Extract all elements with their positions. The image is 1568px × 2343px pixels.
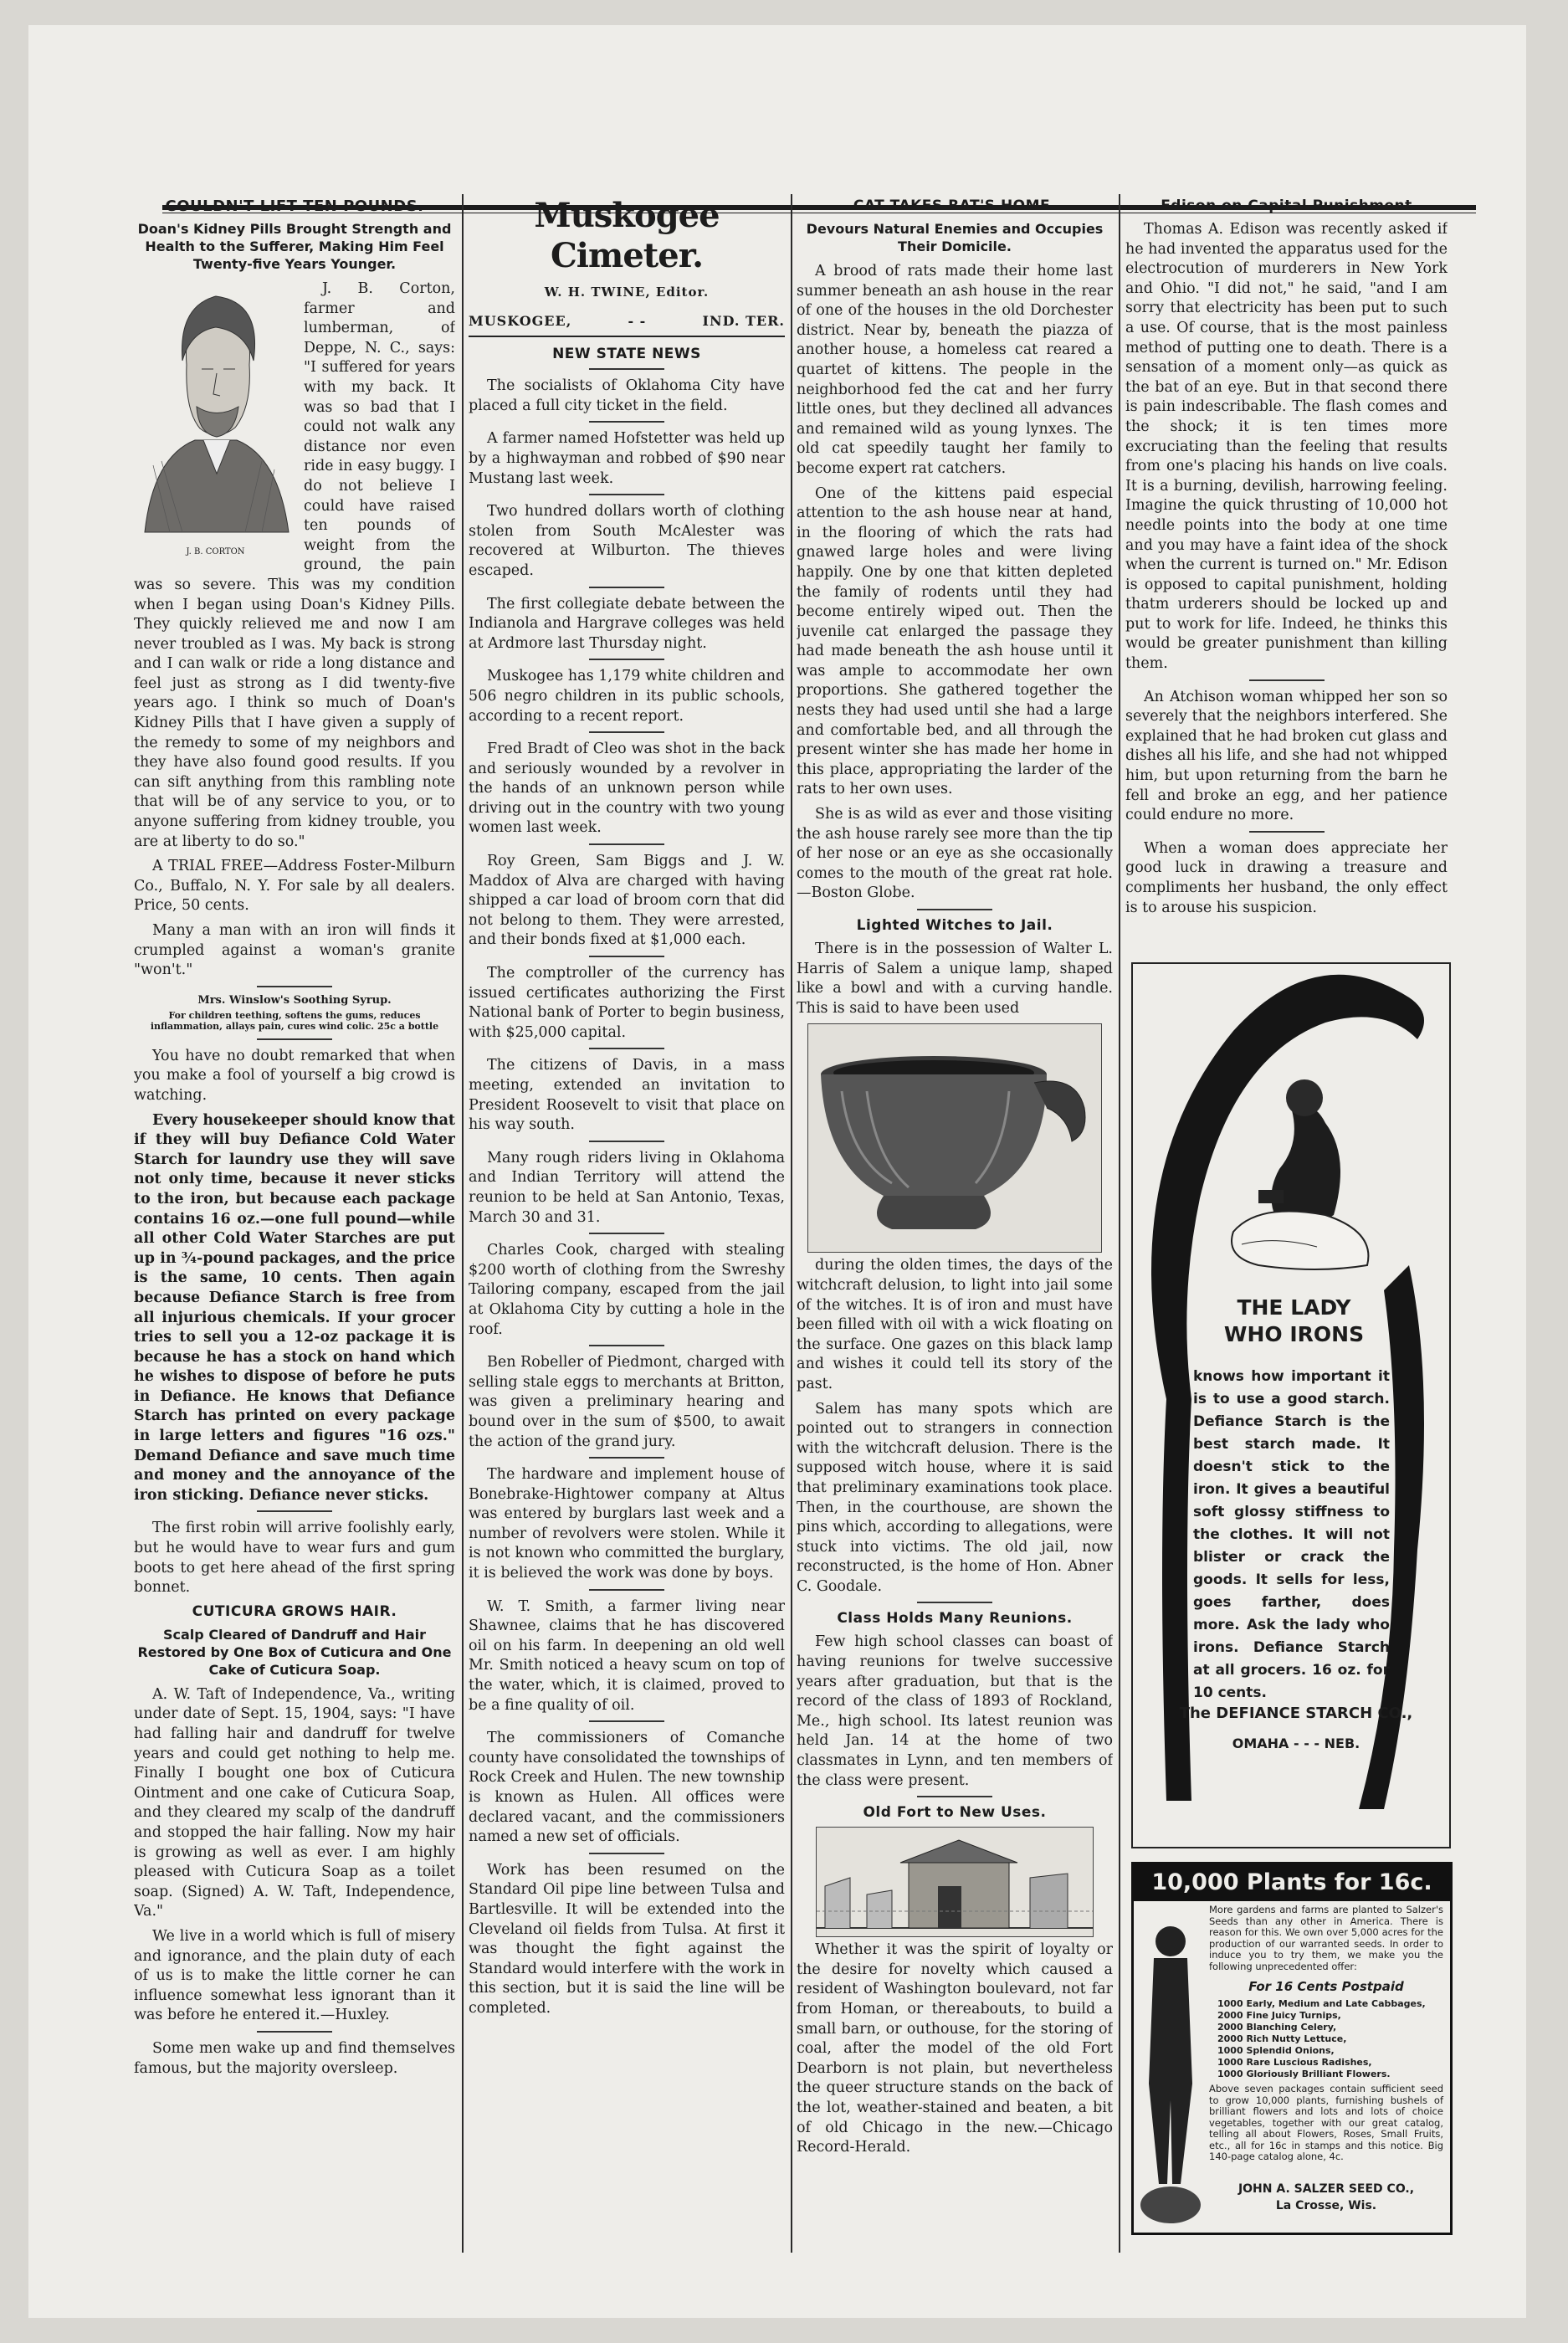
news-item: The hardware and implement house of Bonebrake-Hightower company at Altus was entered by burglars last week and a number of revolvers were stolen. While it is not known who committed the burglary, it is believed the work was done by boys. <box>469 1466 785 1582</box>
separator <box>257 2031 332 2033</box>
taft-letter: A. W. Taft of Independence, Va., writing under date of Sept. 15, 1904, says: "I have had falling hair and dandruff for twelve years and could get nothing to help me. Finally I bought one box of Cuticura Ointment and one cake of Cuticura Soap, and they cleared my scalp of the dandruff and stopped the hair falling. Now my hair is growing as well as ever. I am highly pleased with Cuticura Soap as a toilet soap. (Signed) A. W. Taft, Independence, Va." <box>134 1685 455 1920</box>
separator <box>589 1048 664 1049</box>
column-rule <box>791 194 792 2253</box>
column-rule <box>1119 194 1120 2253</box>
separator <box>589 659 664 660</box>
news-item: Roy Green, Sam Biggs and J. W. Maddox of Alva are charged with having shipped a car load of broom corn that did not belong to them. They were arrested, and their bonds fixed at $1,000 each. <box>469 853 785 949</box>
separator <box>589 731 664 733</box>
witch-para-2: during the olden times, the days of the witchcraft delusion, to light into jail some of the witches. It is of iron and must have been filled with oil with a wick floating on the surface. One gazes on this black lamp and wishes it could tell its story of the past. <box>797 1257 1113 1392</box>
salzer-list-item: 1000 Gloriously Brilliant Flowers. <box>1217 2069 1391 2079</box>
salzer-offer: For 16 Cents Postpaid <box>1248 1979 1404 1994</box>
portrait-caption: J. B. CORTON <box>186 546 245 556</box>
salzer-list-item: 2000 Fine Juicy Turnips, <box>1217 2010 1341 2021</box>
masthead-dateline <box>469 311 785 331</box>
news-item: The socialists of Oklahoma City have placed a full city ticket in the field. <box>469 377 785 414</box>
news-item: Muskogee has 1,179 white children and 506 negro children in its public schools, according to a recent report. <box>469 668 785 725</box>
column-3 <box>797 194 1113 2253</box>
separator <box>589 494 664 495</box>
edison-article: Thomas A. Edison was recently asked if he had invented the apparatus used for the electrocution of murderers in New York and Ohio. "I did not," he said, "and I am sorry that electricity has been put to such a use. Of course, that is the most painless method of putting one to death. There is a sensation of a moment only—as quick as the bat of an eye. But in that second there is pain indescribable. The flash comes and the shock; it is ten times more excruciating than the feeling that results from one's placing his hands on live coals. It is a burning, devilish, harrowing feeling. Imagine the quick thrusting of 10,000 hot needle points into the body at one time and you may have a faint idea of the shock when the current is turned on." Mr. Edison is opposed to capital punishment, holding thatm urderers should be locked up and put to work for life. Indeed, he thinks this would be greater punishment than killing them. <box>1125 221 1448 673</box>
ad-company: The DEFIANCE STARCH CO., <box>1179 1705 1413 1722</box>
ad-title-line2: WHO IRONS <box>1223 1322 1365 1346</box>
class-para: Few high school classes can boast of having reunions for twelve successive years after graduation, but that is the record of the class of 1893 of Rockland, Me., high school. Its latest reunion was held Jan. 14 at the home of two classmates in Lynn, and ten members of the class were present. <box>797 1633 1113 1789</box>
witch-para-3: Salem has many spots which are pointed out to strangers in connection with the witchcraft delusion. There is the supposed witch house, where it is said that preliminary examinations took place. Then, in the courthouse, are shown the pins which, according to allegations, were stuck into victims. The old jail, now reconstructed, is the home of Hon. Abner C. Goodale. <box>797 1400 1113 1595</box>
news-item: Charles Cook, charged with stealing $200 worth of clothing from the Swreshy Tailoring company, escaped from the jail at Oklahoma City by cutting a hole in the roof. <box>469 1242 785 1338</box>
salzer-list-item: 2000 Blanching Celery, <box>1217 2022 1337 2033</box>
salzer-intro: More gardens and farms are planted to Salzer's Seeds than any other in America. There is reason for this. We own over 5,000 acres for the production of our warranted seeds. In order to induce you to try them, we make you the following unprecedented offer: <box>1209 1904 1443 1972</box>
robin-item: The first robin will arrive foolishly early, but he would have to wear furs and gum boots to get here ahead of the first spring bonnet. <box>134 1520 455 1597</box>
salzer-list-item: 1000 Early, Medium and Late Cabbages, <box>1217 1998 1426 2009</box>
cat-para-1: A brood of rats made their home last summer beneath an ash house in the rear of one of the houses in the old Dorchester district. Near by, beneath the piazza of another house, a homeless cat reared a quartet of kittens. The people in the neighborhood fed the cat and her furry little ones, but they declined all advances and remained wild as young lynxes. The old cat speedily taught her family to become expert rat catchers. <box>797 263 1113 477</box>
winslow-body: For children teething, softens the gums, reduces inflammation, allays pain, cures wind colic. 25c a bottle <box>150 1009 439 1032</box>
place-left: MUSKOGEE, <box>469 312 572 329</box>
subhead-cuticura: Scalp Cleared of Dandruff and Hair Restored by One Box of Cuticura and One Cake of Cuticura Soap. <box>137 1626 452 1678</box>
huxley-quote: We live in a world which is full of misery and ignorance, and the plain duty of each of us is to make the little corner he can influence somewhat less ignorant than it was before he entered it.—Huxley. <box>134 1927 455 2024</box>
ad-city: OMAHA - - - NEB. <box>1232 1735 1360 1751</box>
salzer-figure <box>1137 1908 1206 2226</box>
subhead-doans: Doan's Kidney Pills Brought Strength and Health to the Sufferer, Making Him Feel Twenty-five Years Younger. <box>137 221 452 272</box>
cat-para-3: She is as wild as ever and those visiting the ash house rarely see more than the tip of her nose or an eye as she occasionally comes to the mouth of the great rat hole.—Boston Globe. <box>797 806 1113 902</box>
separator <box>589 1720 664 1722</box>
winslow-title: Mrs. Winslow's Soothing Syrup. <box>197 993 392 1007</box>
news-item: Many rough riders living in Oklahoma and Indian Territory will attend the reunion to be held at San Antonio, Texas, March 30 and 31. <box>469 1149 785 1226</box>
separator <box>589 587 664 588</box>
place-dots: - - <box>628 312 647 329</box>
separator <box>589 1141 664 1142</box>
headline-cuticura: CUTICURA GROWS HAIR. <box>192 1602 397 1620</box>
masthead-editor: W. H. TWINE, Editor. <box>544 285 710 300</box>
salzer-seed-ad <box>1131 1862 1453 2235</box>
masthead-rule <box>469 336 785 337</box>
subhead-cat: Devours Natural Enemies and Occupies Their Domicile. <box>806 221 1104 254</box>
section-new-state-news: NEW STATE NEWS <box>552 346 701 363</box>
atchison-item: An Atchison woman whipped her son so severely that the neighbors interfered. She explained that he had broken cut glass and dishes all his life, and she had not whipped him, but upon returning from the barn he fell and broke an egg, and her patience could endure no more. <box>1125 688 1448 824</box>
headline-class: Class Holds Many Reunions. <box>837 1610 1073 1628</box>
separator <box>589 956 664 957</box>
salzer-title: 10,000 Plants for 16c. <box>1134 1864 1450 1901</box>
separator <box>257 1038 332 1040</box>
fort-para: Whether it was the spirit of loyalty or the desire for novelty which caused a resident of Washington boulevard, not far from Homan, or thereabouts, to build a small barn, or outhouse, for the storing of coal, after the model of the old Fort Dearborn is not plain, but nevertheless the queer structure stands on the back of the lot, weather-stained and beaten, a bit of old Chicago in the new.—Chicago Record-Herald. <box>797 1941 1113 2156</box>
trial-free: A TRIAL FREE—Address Foster-Milburn Co., Buffalo, N. Y. For sale by all dealers. Price, 50 cents. <box>134 858 455 915</box>
headline-couldnt-lift: COULDN'T LIFT TEN POUNDS. <box>165 197 424 215</box>
place-right: IND. TER. <box>702 312 785 329</box>
news-item: Work has been resumed on the Standard Oil pipe line between Tulsa and Bartlesville. It will be extended into the Cleveland oil fields from Tulsa. At first it was thought the fight against the Standard would interfere with the work in this section, but it is said the line will be completed. <box>469 1861 785 2017</box>
column-2 <box>469 194 785 2253</box>
portrait-engraving <box>136 281 295 539</box>
separator <box>589 1233 664 1234</box>
witch-lamp-illustration <box>807 1023 1102 1253</box>
separator <box>589 1589 664 1591</box>
separator <box>589 421 664 423</box>
separator <box>589 1853 664 1854</box>
separator <box>589 368 664 370</box>
defiance-starch-item: Every housekeeper should know that if they will buy Defiance Cold Water Starch for laundry use they will save not only time, because it never sticks to the iron, but because each package contains 16 oz.—one full pound—while all other Cold Water Starches are put up in ¾-pound packages, and the price is the same, 10 cents. Then again because Defiance Starch is free from all injurious chemicals. If your grocer tries to sell you a 12-oz package it is because he has a stock on hand which he wishes to dispose of before he puts in Defiance. He knows that Defiance Starch has printed on every package in large letters and figures "16 ozs." Demand Defiance and save much time and money and the annoyance of the iron sticking. Defiance never sticks. <box>134 1111 455 1504</box>
headline-witches: Lighted Witches to Jail. <box>856 917 1053 934</box>
ad-body: knows how important it is to use a good starch. Defiance Starch is the best starch made. It doesn't stick to the iron. It gives a beautiful soft glossy stiffness to the clothes. It will not blister or crack the goods. It sells for less, goes farther, does more. Ask the lady who irons. Defiance Starch at all grocers. 16 oz. for 10 cents. <box>1193 1368 1390 1701</box>
news-item: Ben Robeller of Piedmont, charged with selling stale eggs to merchants at Britton, was given a preliminary hearing and bound over in the sum of $500, to await the action of the grand jury. <box>469 1354 785 1450</box>
corton-article: J. B. Corton, farmer and lumberman, of Deppe, N. C., says: "I suffered for years with my back. It was so bad that I could not walk any distance nor even ride in easy buggy. I do not believe I could have raised ten pounds of weight from the ground, the pain was so severe. This was my condition when I began using Doan's Kidney Pills. They quickly relieved me and now I am never troubled as I was. My back is strong and I can walk or ride a long distance and feel just as strong as I did twenty-five years ago. I think so much of Doan's Kidney Pills that I have given a supply of the remedy to some of my neighbors and they have also found good results. If you can sift anything from this rambling note that will be of any service to you, or to anyone suffering from kidney trouble, you are at liberty to do so." <box>134 280 455 850</box>
column-1 <box>134 194 455 2253</box>
separator <box>257 986 332 987</box>
treasure-item: When a woman does appreciate her good luck in drawing a treasure and compliments her husband, the only effect is to arouse his suspicion. <box>1125 839 1448 916</box>
defiance-starch-ad <box>1131 962 1451 1848</box>
masthead-title: Muskogee Cimeter. <box>534 196 720 275</box>
headline-cat: CAT TAKES RAT'S HOME. <box>853 197 1057 214</box>
salzer-list-item: 2000 Rich Nutty Lettuce, <box>1217 2033 1347 2044</box>
salzer-list-item: 1000 Splendid Onions, <box>1217 2045 1335 2056</box>
news-item: The commissioners of Comanche county have consolidated the townships of Rock Creek and Hulen. The new township is known as Hulen. All offices were declared vacant, and the commissioners named a new set of officials. <box>469 1730 785 1846</box>
news-item: The first collegiate debate between the Indianola and Hargrave colleges was held at Ardmore last Thursday night. <box>469 595 785 652</box>
news-item: A farmer named Hofstetter was held up by a highwayman and robbed of $90 near Mustang last week. <box>469 430 785 487</box>
ad-title-line1: THE LADY <box>1237 1295 1351 1320</box>
separator <box>917 1602 992 1603</box>
wake-item: Some men wake up and find themselves famous, but the majority oversleep. <box>134 2039 455 2077</box>
salzer-company: JOHN A. SALZER SEED CO., <box>1237 2182 1415 2196</box>
corton-portrait <box>134 281 297 557</box>
news-item: Two hundred dollars worth of clothing stolen from South McAlester was recovered at Wilburton. The thieves escaped. <box>469 503 785 579</box>
news-item: The citizens of Davis, in a mass meeting, extended an invitation to President Roosevelt to visit that place on his way south. <box>469 1057 785 1134</box>
separator <box>1249 831 1325 833</box>
separator <box>589 1457 664 1459</box>
separator <box>589 843 664 845</box>
cat-para-2: One of the kittens paid especial attention to the ash house near at hand, in the flooring of which the rats had gnawed large holes and were living happily. One by one that kitten depleted the family of rodents until they had become entirely wiped out. Then the juvenile cat enlarged the passage they had made beneath the ash house until it was ample to accommodate her own proportions. She gathered together the nests they had used until she had a large and comfortable bed, and all through the present winter she has made her home in this place, appropriating the larder of the rats to her own uses. <box>797 484 1113 798</box>
news-item: W. T. Smith, a farmer living near Shawnee, claims that he has discovered oil on his farm. In deepening an old well Mr. Smith noticed a heavy scum on top of the water, which, it is claimed, proved to be a fine quality of oil. <box>469 1597 785 1714</box>
salzer-list <box>1217 1998 1443 2080</box>
fool-item: You have no doubt remarked that when you make a fool of yourself a big crowd is watching. <box>134 1047 455 1104</box>
salzer-tail: Above seven packages contain sufficient seed to grow 10,000 plants, furnishing bushels of brilliant flowers and lots and lots of choice vegetables, together with our great catalog, telling all about Flowers, Roses, Small Fruits, etc., all for 16c in stamps and this notice. Big 140-page catalog alone, 4c. <box>1209 2083 1443 2162</box>
salzer-list-item: 1000 Rare Luscious Radishes, <box>1217 2057 1372 2068</box>
separator <box>589 1345 664 1346</box>
news-item: The comptroller of the currency has issued certificates authorizing the First National bank of Porter to begin business, with $25,000 capital. <box>469 965 785 1041</box>
news-items <box>469 377 785 2018</box>
salzer-city: La Crosse, Wis. <box>1275 2199 1377 2212</box>
news-item: Fred Bradt of Cleo was shot in the back and seriously wounded by a revolver in the hands of an unknown person while driving out in the country with two young women last week. <box>469 741 785 837</box>
headline-fort: Old Fort to New Uses. <box>863 1804 1047 1822</box>
iron-will: Many a man with an iron will finds it crumpled against a woman's granite "won't." <box>134 922 455 979</box>
separator <box>917 909 992 910</box>
ad-title <box>1191 1295 1396 1348</box>
witch-para-1: There is in the possession of Walter L. Harris of Salem a unique lamp, shaped like a bowl and with a curving handle. This is said to have been used <box>797 941 1113 1017</box>
separator <box>257 1510 332 1512</box>
separator <box>917 1796 992 1797</box>
separator <box>1249 679 1325 681</box>
headline-edison: Edison on Capital Punishment <box>1161 197 1412 214</box>
column-rule <box>462 194 464 2253</box>
old-fort-illustration <box>816 1827 1094 1937</box>
